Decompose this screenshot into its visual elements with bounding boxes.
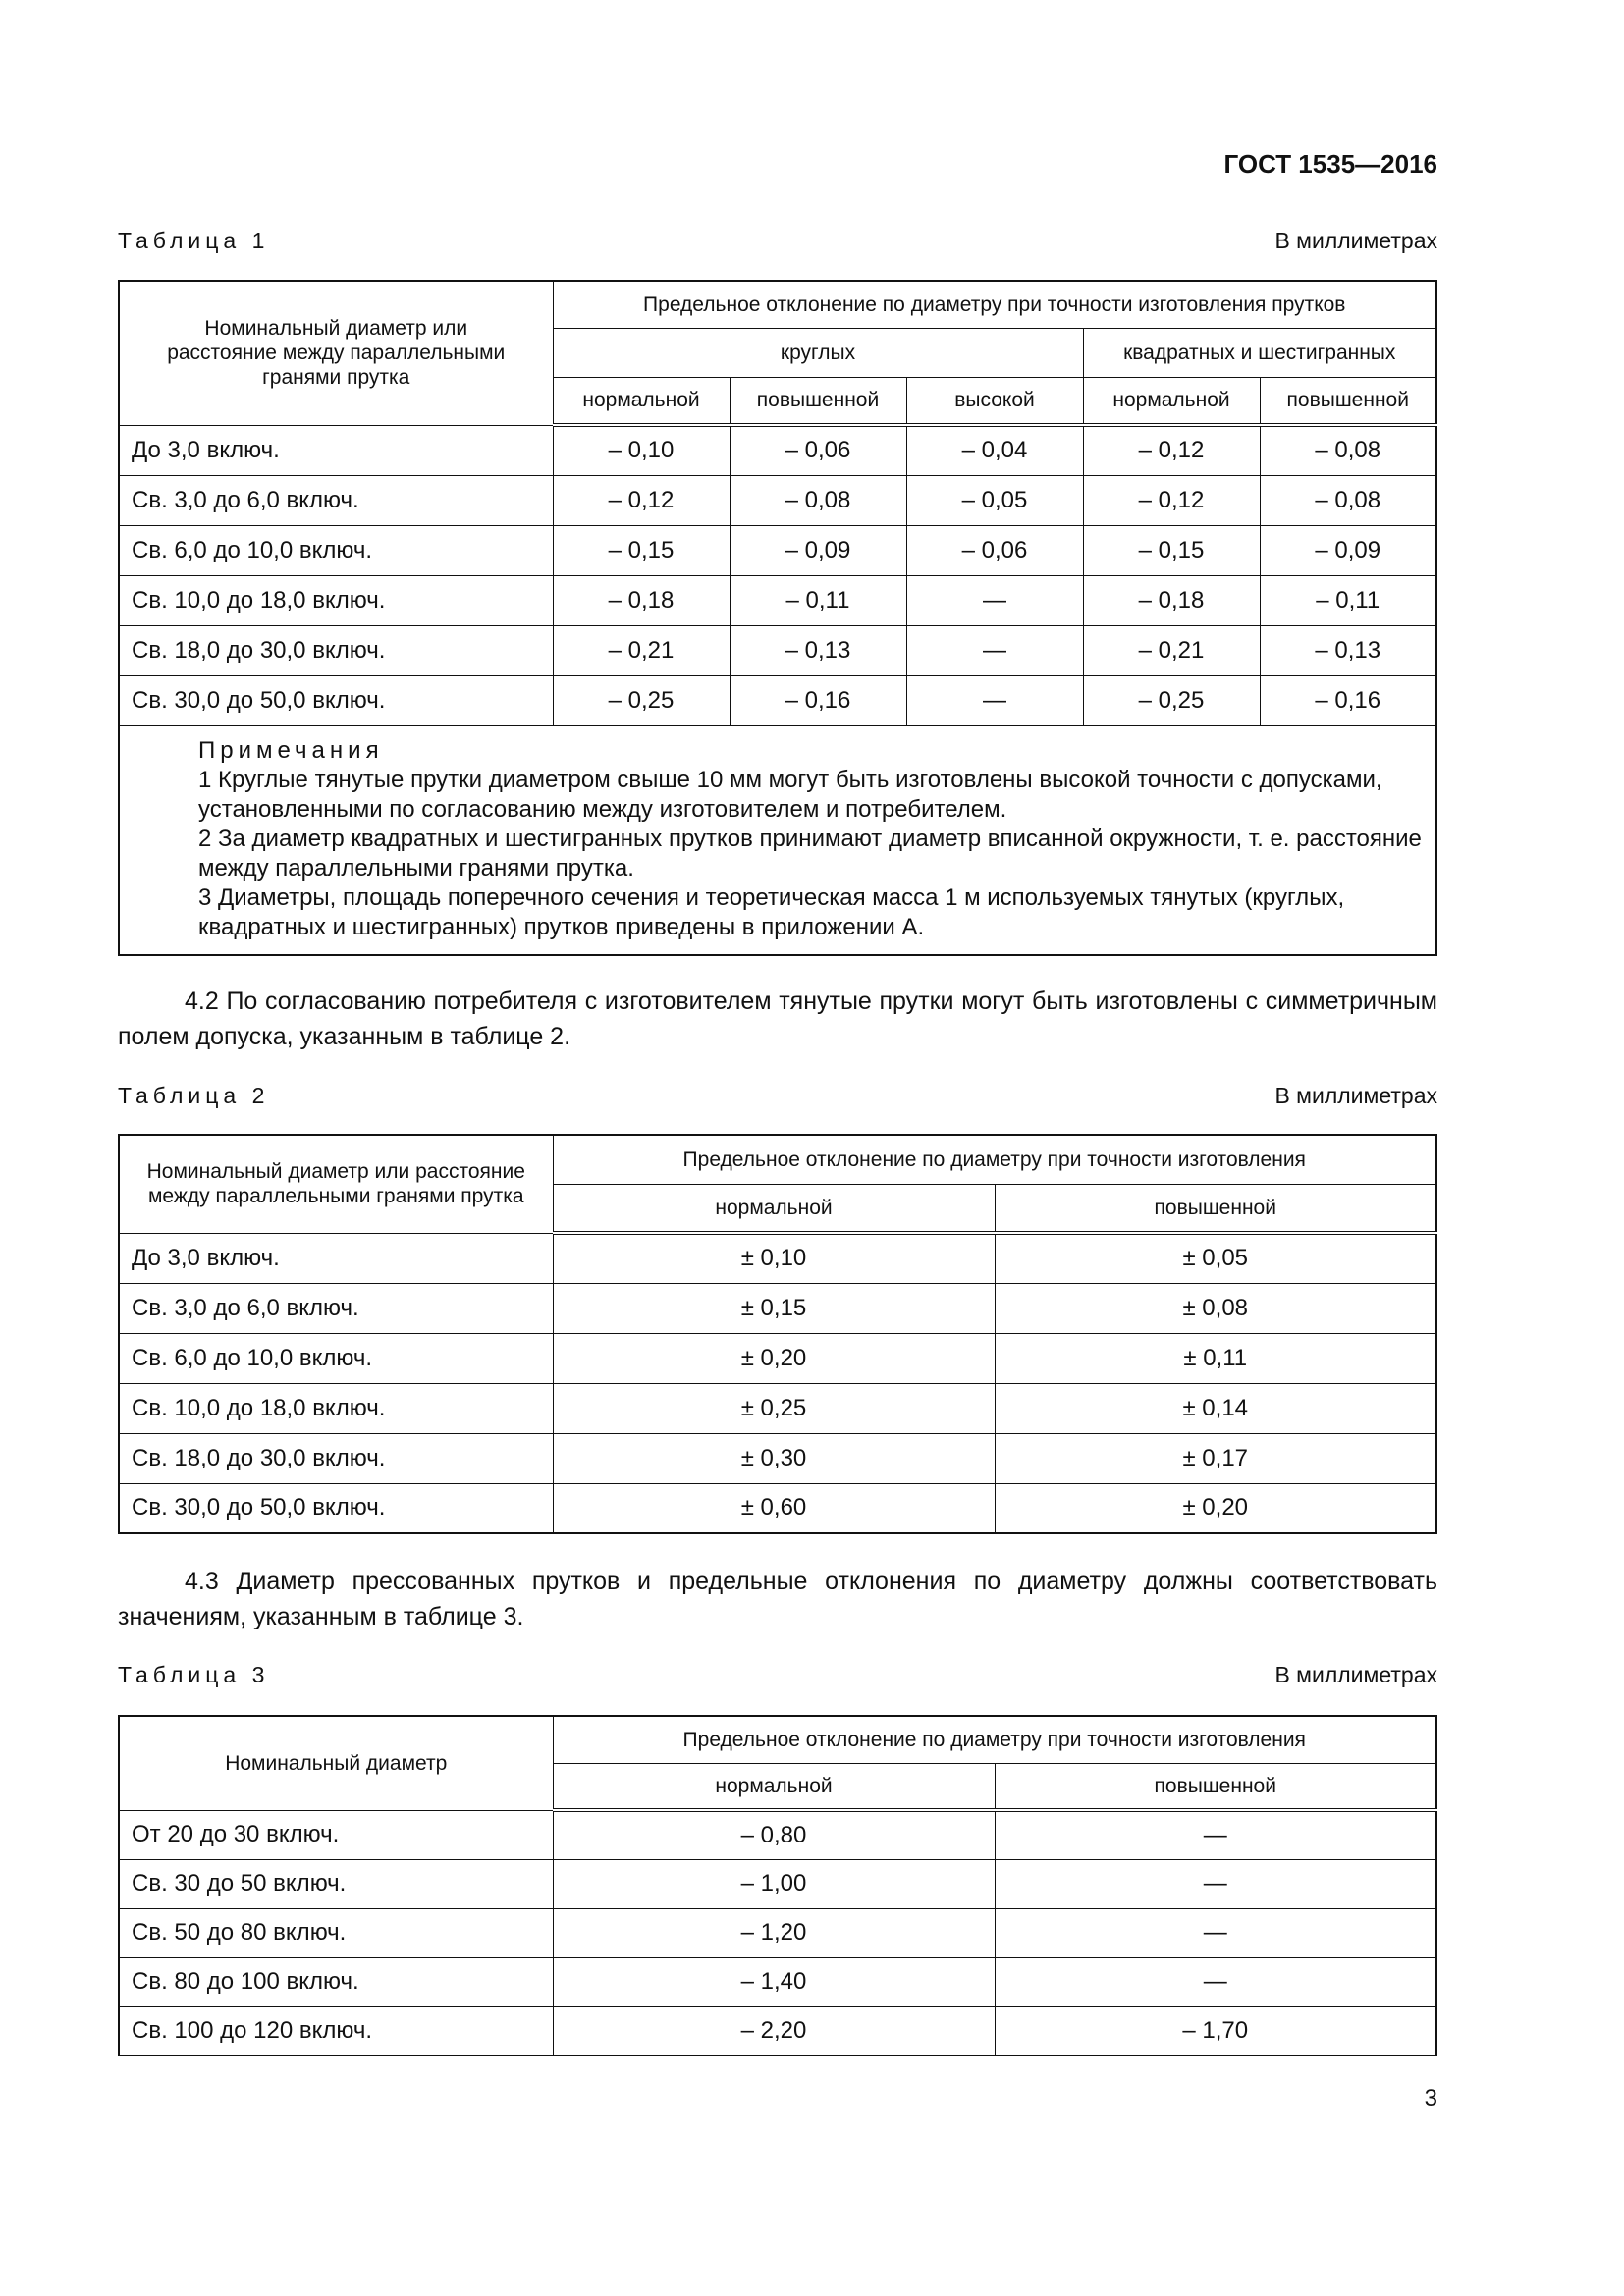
table1-subgroup-round: круглых [553, 328, 1083, 377]
table-cell: ± 0,20 [553, 1333, 995, 1383]
row-label: Св. 18,0 до 30,0 включ. [119, 1433, 553, 1483]
table-cell: – 0,05 [906, 475, 1083, 525]
table-row [119, 625, 1436, 675]
table1-col-header: повышенной [1260, 377, 1436, 425]
table-cell: – 1,20 [553, 1908, 995, 1957]
table-cell: ± 0,10 [553, 1233, 995, 1283]
row-label: Св. 6,0 до 10,0 включ. [119, 525, 553, 575]
table1-caption: Таблица 1 [118, 228, 270, 253]
table-row [119, 675, 1436, 725]
row-label: От 20 до 30 включ. [119, 1810, 553, 1859]
notes-title: Примечания [198, 736, 384, 764]
row-label: Св. 50 до 80 включ. [119, 1908, 553, 1957]
table-row [119, 1333, 1436, 1383]
table-cell: — [906, 675, 1083, 725]
table-cell: – 0,16 [730, 675, 906, 725]
table-cell: ± 0,14 [995, 1383, 1436, 1433]
table-cell: ± 0,60 [553, 1483, 995, 1533]
table-cell: ± 0,08 [995, 1283, 1436, 1333]
table-cell: – 0,12 [1083, 475, 1260, 525]
table-cell: — [995, 1810, 1436, 1859]
table3-units: В миллиметрах [1274, 1662, 1437, 1687]
table-cell: – 0,15 [553, 525, 730, 575]
row-label: Св. 10,0 до 18,0 включ. [119, 1383, 553, 1433]
table-row [119, 1859, 1436, 1908]
document-code: ГОСТ 1535—2016 [1223, 149, 1437, 179]
table1-group-header: Предельное отклонение по диаметру при точности изготовления прутков [553, 281, 1436, 328]
table-cell: — [995, 1908, 1436, 1957]
table-cell: – 0,18 [553, 575, 730, 625]
table-row [119, 2006, 1436, 2056]
table-cell: – 0,18 [1083, 575, 1260, 625]
table-cell: – 1,70 [995, 2006, 1436, 2056]
table1 [118, 280, 1437, 956]
table-cell: — [906, 625, 1083, 675]
table-cell: – 0,16 [1260, 675, 1436, 725]
table2-col-header: нормальной [553, 1184, 995, 1233]
table-cell: ± 0,30 [553, 1433, 995, 1483]
table3-group-header: Предельное отклонение по диаметру при точности изготовления [553, 1716, 1436, 1763]
table2-group-header: Предельное отклонение по диаметру при точности изготовления [553, 1135, 1436, 1184]
table-cell: – 0,08 [730, 475, 906, 525]
table-cell: – 1,40 [553, 1957, 995, 2006]
table-cell: — [995, 1957, 1436, 2006]
row-label: Св. 30,0 до 50,0 включ. [119, 675, 553, 725]
row-label: Св. 3,0 до 6,0 включ. [119, 475, 553, 525]
table-cell: – 0,11 [1260, 575, 1436, 625]
table-cell: – 0,11 [730, 575, 906, 625]
table-cell: – 0,25 [553, 675, 730, 725]
table-row [119, 1908, 1436, 1957]
table-cell: – 0,80 [553, 1810, 995, 1859]
table1-col-header: повышенной [730, 377, 906, 425]
row-label: Св. 30,0 до 50,0 включ. [119, 1483, 553, 1533]
note-3: 3 Диаметры, площадь поперечного сечения и теоретическая масса 1 м используемых тянутых (круглых, квадратных и шестигранных) прутков приведены в приложении А. [198, 883, 1345, 940]
table2 [118, 1134, 1437, 1534]
page-number: 3 [1424, 2085, 1437, 2111]
table-cell: – 0,08 [1260, 475, 1436, 525]
row-label: Св. 80 до 100 включ. [119, 1957, 553, 2006]
table-cell: — [906, 575, 1083, 625]
table1-col-header: высокой [906, 377, 1083, 425]
table-cell: – 0,21 [553, 625, 730, 675]
table-cell: – 0,09 [730, 525, 906, 575]
table-cell: – 0,06 [906, 525, 1083, 575]
table-row [119, 575, 1436, 625]
table2-units: В миллиметрах [1274, 1083, 1437, 1108]
table-cell: ± 0,17 [995, 1433, 1436, 1483]
table3-col-header: нормальной [553, 1763, 995, 1810]
table-cell: – 2,20 [553, 2006, 995, 2056]
table2-col-header: повышенной [995, 1184, 1436, 1233]
table1-col-header: нормальной [1083, 377, 1260, 425]
table-cell: – 0,09 [1260, 525, 1436, 575]
row-label: Св. 10,0 до 18,0 включ. [119, 575, 553, 625]
note-2: 2 За диаметр квадратных и шестигранных прутков принимают диаметр вписанной окружности, т. е. расстояние между параллельными гранями прутка. [198, 825, 1422, 881]
row-label: Св. 30 до 50 включ. [119, 1859, 553, 1908]
table-cell: – 0,25 [1083, 675, 1260, 725]
table-cell: – 0,08 [1260, 425, 1436, 475]
table-cell: ± 0,25 [553, 1383, 995, 1433]
table-row [119, 1233, 1436, 1283]
table1-notes [119, 725, 1436, 955]
table3-col-header: повышенной [995, 1763, 1436, 1810]
table-cell: ± 0,05 [995, 1233, 1436, 1283]
table-cell: – 0,15 [1083, 525, 1260, 575]
table-row [119, 1483, 1436, 1533]
table-cell: – 0,13 [1260, 625, 1436, 675]
table-cell: – 0,12 [1083, 425, 1260, 475]
table-row [119, 1383, 1436, 1433]
table-row [119, 525, 1436, 575]
row-label: До 3,0 включ. [119, 1233, 553, 1283]
table1-units: В миллиметрах [1274, 228, 1437, 253]
table-cell: – 0,10 [553, 425, 730, 475]
table3-caption: Таблица 3 [118, 1662, 270, 1687]
table-cell: – 0,06 [730, 425, 906, 475]
row-label: Св. 100 до 120 включ. [119, 2006, 553, 2056]
note-1: 1 Круглые тянутые прутки диаметром свыше 10 мм могут быть изготовлены высокой точности с допусками, установленными по согласованию между изготовителем и потребителем. [198, 766, 1382, 823]
paragraph-4-2: 4.2 По согласованию потребителя с изготовителем тянутые прутки могут быть изготовлены с симметричным полем допуска, указанным в таблице 2. [118, 988, 1437, 1050]
table-row [119, 425, 1436, 475]
table-row [119, 1433, 1436, 1483]
table-cell: ± 0,20 [995, 1483, 1436, 1533]
table-cell: – 0,13 [730, 625, 906, 675]
table1-subgroup-square-hex: квадратных и шестигранных [1083, 328, 1436, 377]
table2-col-main: Номинальный диаметр или расстояние между параллельными гранями прутка [119, 1135, 553, 1233]
table3 [118, 1715, 1437, 2056]
table-row [119, 1957, 1436, 2006]
table-row [119, 1810, 1436, 1859]
table-cell: – 0,21 [1083, 625, 1260, 675]
table-cell: – 0,12 [553, 475, 730, 525]
table-row [119, 475, 1436, 525]
table-row [119, 1283, 1436, 1333]
table-cell: – 1,00 [553, 1859, 995, 1908]
row-label: До 3,0 включ. [119, 425, 553, 475]
table-cell: – 0,04 [906, 425, 1083, 475]
row-label: Св. 6,0 до 10,0 включ. [119, 1333, 553, 1383]
row-label: Св. 3,0 до 6,0 включ. [119, 1283, 553, 1333]
table1-col-main: Номинальный диаметр или расстояние между параллельными гранями прутка [119, 281, 553, 425]
table-cell: — [995, 1859, 1436, 1908]
table-cell: ± 0,11 [995, 1333, 1436, 1383]
table1-col-header: нормальной [553, 377, 730, 425]
table-cell: ± 0,15 [553, 1283, 995, 1333]
row-label: Св. 18,0 до 30,0 включ. [119, 625, 553, 675]
table2-caption: Таблица 2 [118, 1083, 270, 1108]
paragraph-4-3: 4.3 Диаметр прессованных прутков и предельные отклонения по диаметру должны соответствовать значениям, указанным в таблице 3. [118, 1568, 1437, 1630]
table3-col-main: Номинальный диаметр [119, 1716, 553, 1810]
